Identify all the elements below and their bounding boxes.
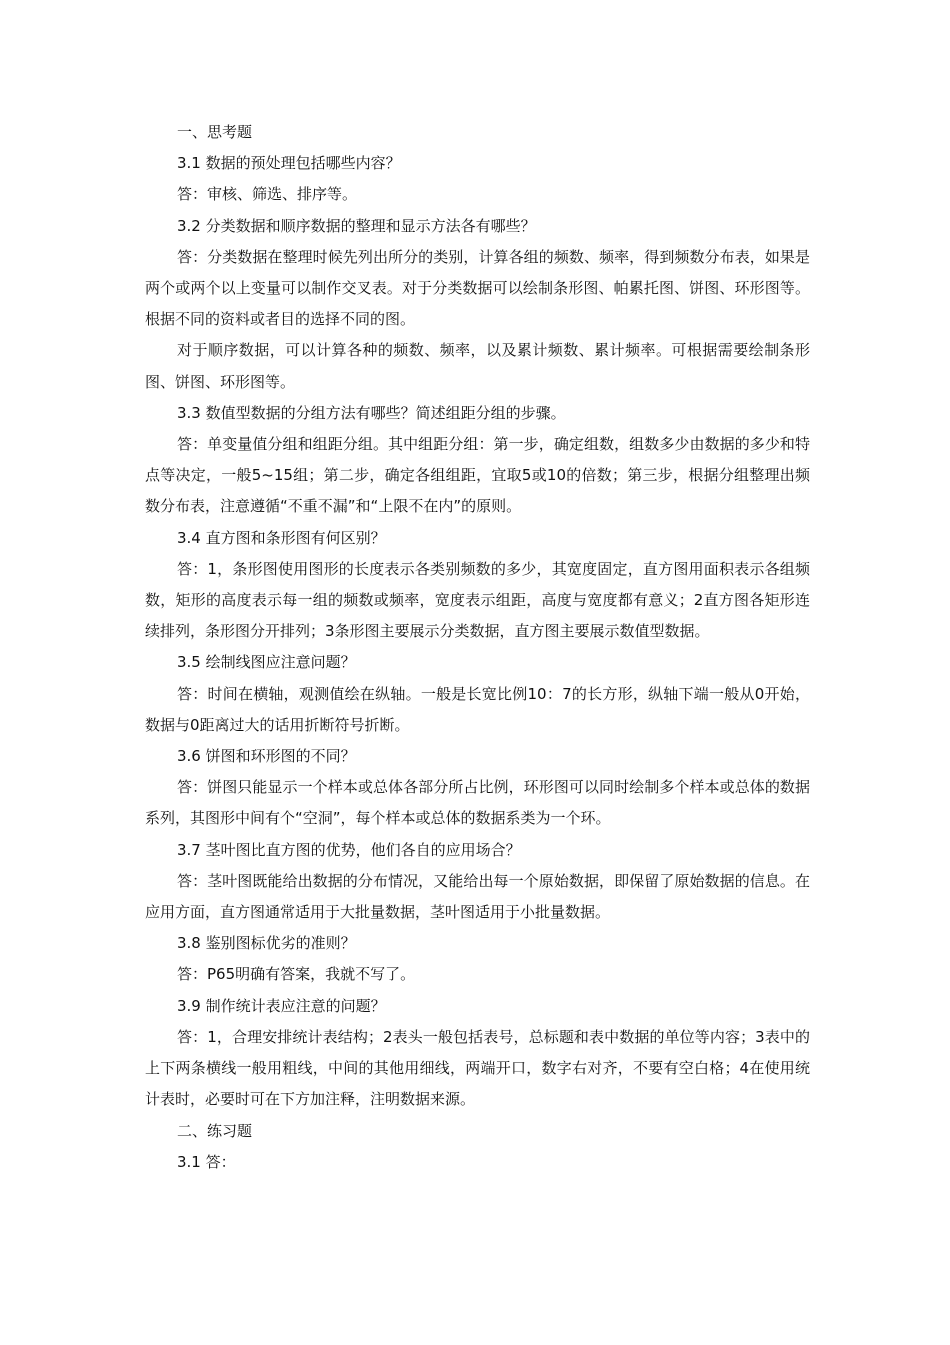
question-3-9: 3.9 制作统计表应注意的问题？: [177, 996, 386, 1015]
document-body: [145, 117, 810, 1178]
question-3-8: 3.8 鉴别图标优劣的准则？: [177, 934, 356, 953]
answer-3-6: 答：饼图只能显示一个样本或总体各部分所占比例，环形图可以同时绘制多个样本或总体的数据系列，其图形中间有个“空洞”，每个样本或总体的数据系类为一个环。: [145, 778, 810, 828]
answer-3-4: 答：1，条形图使用图形的长度表示各类别频数的多少，其宽度固定，直方图用面积表示各组频数，矩形的高度表示每一组的频数或频率，宽度表示组距，高度与宽度都有意义；2直方图各矩形连续排列，条形图分开排列；3条形图主要展示分类数据，直方图主要展示数值型数据。: [145, 559, 810, 641]
answer-3-5: 答：时间在横轴，观测值绘在纵轴。一般是长宽比例10：7的长方形，纵轴下端一般从0开始，数据与0距离过大的话用折断符号折断。: [145, 684, 810, 734]
question-3-6: 3.6 饼图和环形图的不同？: [177, 747, 356, 766]
exercise-3-1: 3.1 答：: [177, 1152, 236, 1171]
question-3-1: 3.1 数据的预处理包括哪些内容？: [177, 154, 401, 173]
answer-3-9: 答：1，合理安排统计表结构；2表头一般包括表号，总标题和表中数据的单位等内容；3表中的上下两条横线一般用粗线，中间的其他用细线，两端开口，数字右对齐，不要有空白格；4在使用统计表时，必要时可在下方加注释，注明数据来源。: [145, 1027, 810, 1109]
answer-3-3: 答：单变量值分组和组距分组。其中组距分组：第一步，确定组数，组数多少由数据的多少和特点等决定，一般5~15组；第二步，确定各组组距，宜取5或10的倍数；第三步，根据分组整理出频数分布表，注意遵循“不重不漏”和“上限不在内”的原则。: [145, 435, 810, 516]
section-heading-thinking: 一、思考题: [177, 123, 253, 141]
answer-3-7: 答：茎叶图既能给出数据的分布情况，又能给出每一个原始数据，即保留了原始数据的信息。在应用方面，直方图通常适用于大批量数据，茎叶图适用于小批量数据。: [145, 871, 810, 922]
question-3-3: 3.3 数值型数据的分组方法有哪些？简述组距分组的步骤。: [177, 403, 566, 422]
answer-3-1: 答：审核、筛选、排序等。: [177, 185, 358, 204]
section-heading-exercises: 二、练习题: [177, 1121, 253, 1140]
question-3-2: 3.2 分类数据和顺序数据的整理和显示方法各有哪些？: [177, 216, 536, 235]
answer-3-8: 答：P65明确有答案，我就不写了。: [177, 965, 416, 984]
question-3-5: 3.5 绘制线图应注意问题？: [177, 653, 356, 672]
answer-3-2: 答：分类数据在整理时候先列出所分的类别，计算各组的频数、频率，得到频数分布表，如果是两个或两个以上变量可以制作交叉表。对于分类数据可以绘制条形图、帕累托图、饼图、环形图等。根据不同的资料或者目的选择不同的图。: [145, 247, 810, 329]
question-3-7: 3.7 茎叶图比直方图的优势，他们各自的应用场合？: [177, 840, 521, 859]
question-3-4: 3.4 直方图和条形图有何区别？: [177, 528, 386, 547]
answer-3-2-continued: 对于顺序数据，可以计算各种的频数、频率，以及累计频数、累计频率。可根据需要绘制条形图、饼图、环形图等。: [145, 341, 810, 391]
